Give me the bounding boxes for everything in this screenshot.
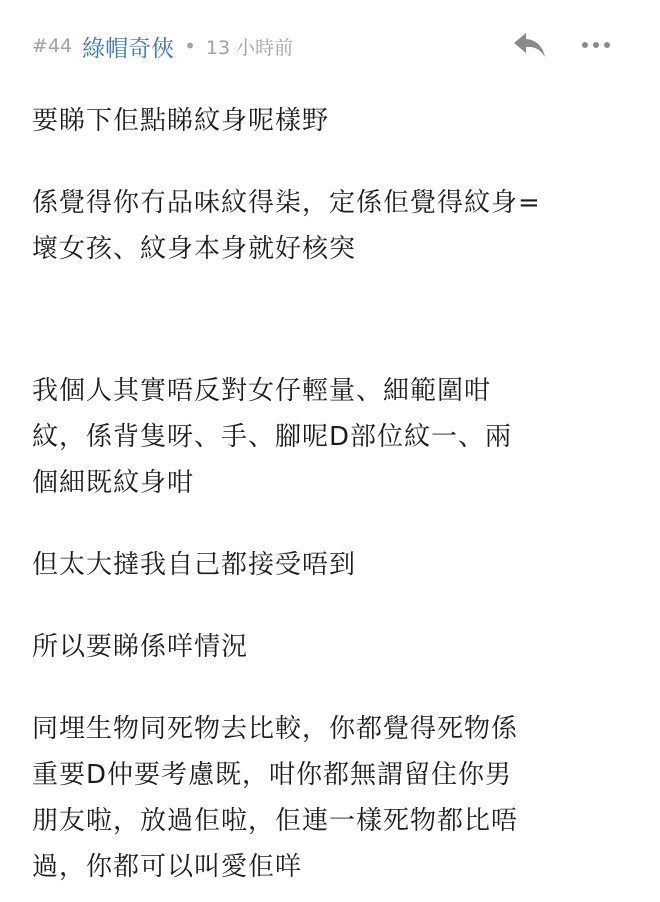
paragraph-1 [32, 98, 632, 144]
text-line: 係覺得你冇品味紋得柒，定係佢覺得紋身= [32, 188, 541, 218]
paragraph-5 [32, 624, 632, 670]
paragraph-6 [32, 706, 632, 890]
paragraph-2 [32, 180, 632, 272]
text-line: 個細既紋身咁 [32, 468, 195, 498]
text-line: 紋，係背隻呀、手、腳呢D部位紋一、兩 [32, 422, 513, 452]
paragraph-3 [32, 368, 632, 506]
text-line: 朋友啦，放過佢啦，佢連一樣死物都比唔 [32, 806, 519, 836]
text-line: 但太大撻我自己都接受唔到 [32, 550, 357, 580]
text-line: 過，你都可以叫愛佢咩 [32, 852, 303, 882]
paragraph-4 [32, 542, 632, 588]
more-options-icon[interactable] [580, 36, 612, 54]
post-timestamp: 13 小時前 [205, 36, 294, 59]
post-number: #44 [32, 35, 73, 57]
reply-icon[interactable] [512, 30, 548, 60]
post-header [32, 28, 293, 64]
username-link[interactable]: 綠帽奇俠 [82, 35, 175, 62]
post-body [32, 98, 632, 890]
text-line: 要睇下佢點睇紋身呢樣野 [32, 106, 330, 136]
text-line: 同埋生物同死物去比較，你都覺得死物係 [32, 714, 519, 744]
text-line: 我個人其實唔反對女仔輕量、細範圍咁 [32, 376, 492, 406]
text-line: 壞女孩、紋身本身就好核突 [32, 234, 357, 264]
text-line: 重要D仲要考慮既，咁你都無謂留住你男 [32, 760, 513, 790]
meta-separator: • [184, 34, 196, 58]
text-line: 所以要睇係咩情況 [32, 632, 249, 662]
